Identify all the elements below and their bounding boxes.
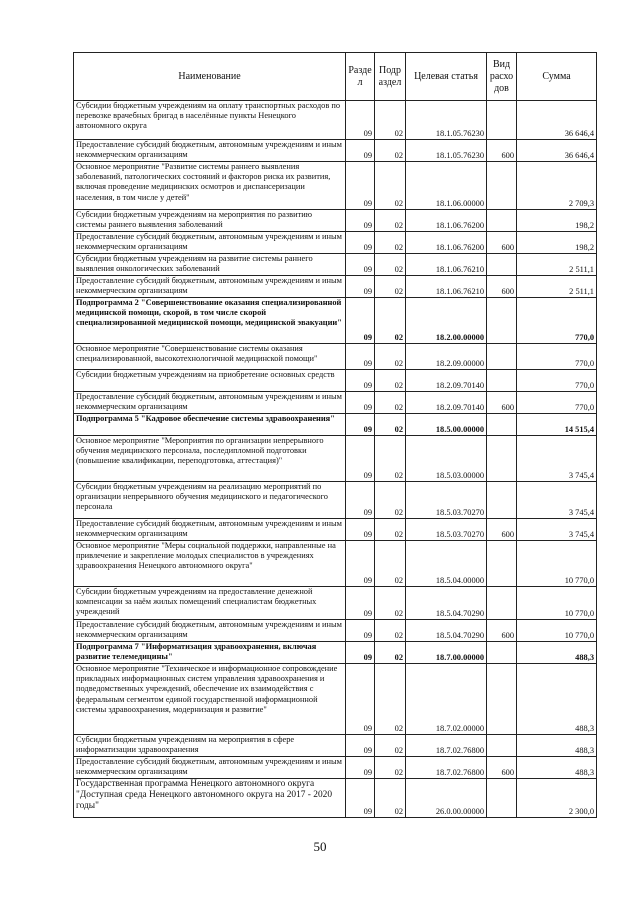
- table-row: [74, 210, 597, 232]
- cell-podrazdel: 02: [375, 344, 406, 370]
- cell-podrazdel: 02: [375, 392, 406, 414]
- cell-vid: 600: [487, 757, 517, 779]
- cell-podrazdel: 02: [375, 254, 406, 276]
- cell-razdel: 09: [346, 620, 375, 642]
- cell-name: Предоставление субсидий бюджетным, автономным учреждениям и иным некоммерческим организациям: [74, 232, 346, 254]
- cell-podrazdel: 02: [375, 735, 406, 757]
- cell-sum: 2 511,1: [517, 254, 597, 276]
- cell-podrazdel: 02: [375, 101, 406, 140]
- cell-target: 18.5.04.70290: [406, 587, 487, 620]
- table-row: [74, 276, 597, 298]
- cell-sum: 36 646,4: [517, 101, 597, 140]
- cell-razdel: 09: [346, 541, 375, 587]
- table-body: [74, 101, 597, 818]
- cell-vid: [487, 162, 517, 210]
- cell-podrazdel: 02: [375, 642, 406, 664]
- cell-sum: 770,0: [517, 298, 597, 344]
- cell-vid: 600: [487, 232, 517, 254]
- header-razdel: Разде л: [346, 53, 375, 101]
- table-row: [74, 436, 597, 482]
- table-row: [74, 620, 597, 642]
- cell-target: 18.1.06.76210: [406, 276, 487, 298]
- table-row: [74, 482, 597, 519]
- cell-vid: 600: [487, 140, 517, 162]
- cell-razdel: 09: [346, 642, 375, 664]
- cell-sum: 2 709,3: [517, 162, 597, 210]
- table-row: [74, 101, 597, 140]
- header-sum: Сумма: [517, 53, 597, 101]
- cell-target: 18.5.00.00000: [406, 414, 487, 436]
- cell-vid: [487, 436, 517, 482]
- table-row: [74, 779, 597, 818]
- cell-target: 18.7.02.00000: [406, 664, 487, 735]
- cell-name: Субсидии бюджетным учреждениям на мероприятия в сфере информатизации здравоохранения: [74, 735, 346, 757]
- cell-vid: [487, 414, 517, 436]
- cell-target: 18.1.06.00000: [406, 162, 487, 210]
- cell-vid: [487, 541, 517, 587]
- cell-podrazdel: 02: [375, 276, 406, 298]
- cell-sum: 14 515,4: [517, 414, 597, 436]
- cell-razdel: 09: [346, 664, 375, 735]
- cell-podrazdel: 02: [375, 162, 406, 210]
- cell-razdel: 09: [346, 414, 375, 436]
- cell-name: Предоставление субсидий бюджетным, автономным учреждениям и иным некоммерческим организациям: [74, 620, 346, 642]
- cell-razdel: 09: [346, 210, 375, 232]
- cell-razdel: 09: [346, 276, 375, 298]
- cell-target: 18.1.06.76200: [406, 210, 487, 232]
- cell-sum: 10 770,0: [517, 587, 597, 620]
- cell-name: Государственная программа Ненецкого автономного округа "Доступная среда Ненецкого автономного округа на 2017 - 2020 годы": [74, 779, 346, 818]
- cell-podrazdel: 02: [375, 519, 406, 541]
- table-row: [74, 344, 597, 370]
- cell-name: Предоставление субсидий бюджетным, автономным учреждениям и иным некоммерческим организациям: [74, 140, 346, 162]
- budget-table: [73, 52, 597, 818]
- cell-razdel: 09: [346, 392, 375, 414]
- cell-podrazdel: 02: [375, 232, 406, 254]
- cell-vid: [487, 779, 517, 818]
- cell-vid: [487, 587, 517, 620]
- cell-podrazdel: 02: [375, 436, 406, 482]
- cell-vid: [487, 210, 517, 232]
- cell-vid: [487, 298, 517, 344]
- cell-name: Основное мероприятие "Развитие системы раннего выявления заболеваний, патологических состояний и факторов риска их развития, включая проведение медицинских осмотров и диспансеризации населения, в том числе у детей": [74, 162, 346, 210]
- cell-vid: 600: [487, 620, 517, 642]
- cell-name: Основное мероприятие "Мероприятия по организации непрерывного обучения медицинского персонала, последипломной подготовки (повышение квалификации, переподготовка, аттестация)": [74, 436, 346, 482]
- cell-target: 18.2.09.70140: [406, 392, 487, 414]
- cell-razdel: 09: [346, 436, 375, 482]
- cell-target: 18.1.06.76200: [406, 232, 487, 254]
- cell-razdel: 09: [346, 298, 375, 344]
- cell-razdel: 09: [346, 344, 375, 370]
- table-row: [74, 392, 597, 414]
- table-row: [74, 757, 597, 779]
- cell-sum: 198,2: [517, 210, 597, 232]
- cell-vid: 600: [487, 392, 517, 414]
- cell-name: Предоставление субсидий бюджетным, автономным учреждениям и иным некоммерческим организациям: [74, 392, 346, 414]
- cell-podrazdel: 02: [375, 664, 406, 735]
- cell-vid: 600: [487, 519, 517, 541]
- table-row: [74, 370, 597, 392]
- cell-name: Предоставление субсидий бюджетным, автономным учреждениям и иным некоммерческим организациям: [74, 757, 346, 779]
- cell-podrazdel: 02: [375, 587, 406, 620]
- header-target: Целевая статья: [406, 53, 487, 101]
- cell-podrazdel: 02: [375, 370, 406, 392]
- cell-vid: 600: [487, 276, 517, 298]
- cell-name: Субсидии бюджетным учреждениям на развитие системы раннего выявления онкологических заболеваний: [74, 254, 346, 276]
- cell-razdel: 09: [346, 162, 375, 210]
- cell-razdel: 09: [346, 779, 375, 818]
- cell-name: Субсидии бюджетным учреждениям на мероприятия по развитию системы раннего выявления заболеваний: [74, 210, 346, 232]
- table-row: [74, 735, 597, 757]
- cell-sum: 770,0: [517, 344, 597, 370]
- cell-razdel: 09: [346, 370, 375, 392]
- cell-sum: 10 770,0: [517, 620, 597, 642]
- cell-target: 18.1.06.76210: [406, 254, 487, 276]
- cell-target: 18.5.04.70290: [406, 620, 487, 642]
- table-row: [74, 642, 597, 664]
- cell-podrazdel: 02: [375, 140, 406, 162]
- table-row: [74, 414, 597, 436]
- cell-sum: 10 770,0: [517, 541, 597, 587]
- cell-razdel: 09: [346, 101, 375, 140]
- table-row: [74, 664, 597, 735]
- cell-name: Подпрограмма 2 "Совершенствование оказания специализированной медицинской помощи, скорой, в том числе скорой специализированной медицинской помощи, медицинской эвакуации": [74, 298, 346, 344]
- cell-target: 18.7.02.76800: [406, 757, 487, 779]
- header-vid: Вид расхо дов: [487, 53, 517, 101]
- cell-sum: 2 300,0: [517, 779, 597, 818]
- cell-sum: 198,2: [517, 232, 597, 254]
- cell-vid: [487, 344, 517, 370]
- table-row: [74, 298, 597, 344]
- cell-sum: 2 511,1: [517, 276, 597, 298]
- cell-name: Субсидии бюджетным учреждениям на оплату транспортных расходов по перевозке врачебных бригад в населённые пункты Ненецкого автономного округа: [74, 101, 346, 140]
- cell-vid: [487, 642, 517, 664]
- cell-razdel: 09: [346, 587, 375, 620]
- cell-name: Субсидии бюджетным учреждениям на приобретение основных средств: [74, 370, 346, 392]
- cell-target: 18.7.02.76800: [406, 735, 487, 757]
- cell-sum: 488,3: [517, 664, 597, 735]
- cell-vid: [487, 664, 517, 735]
- cell-target: 18.1.05.76230: [406, 101, 487, 140]
- cell-target: 18.2.09.70140: [406, 370, 487, 392]
- table-row: [74, 541, 597, 587]
- cell-sum: 36 646,4: [517, 140, 597, 162]
- cell-podrazdel: 02: [375, 298, 406, 344]
- cell-name: Основное мероприятие "Техническое и информационное сопровождение прикладных информационных систем управления здравоохранения и подведомственных учреждений, обеспечение их взаимодействия с федеральным сегментом единой государственной информационной системы здравоохранения, модернизация и развитие": [74, 664, 346, 735]
- cell-target: 18.5.04.00000: [406, 541, 487, 587]
- cell-target: 18.1.05.76230: [406, 140, 487, 162]
- cell-target: 18.7.00.00000: [406, 642, 487, 664]
- cell-razdel: 09: [346, 519, 375, 541]
- cell-name: Предоставление субсидий бюджетным, автономным учреждениям и иным некоммерческим организациям: [74, 519, 346, 541]
- table-row: [74, 232, 597, 254]
- cell-name: Подпрограмма 5 "Кадровое обеспечение системы здравоохранения": [74, 414, 346, 436]
- table-row: [74, 587, 597, 620]
- header-name: Наименование: [74, 53, 346, 101]
- cell-razdel: 09: [346, 140, 375, 162]
- cell-vid: [487, 254, 517, 276]
- cell-vid: [487, 101, 517, 140]
- cell-vid: [487, 370, 517, 392]
- cell-sum: 3 745,4: [517, 436, 597, 482]
- cell-sum: 770,0: [517, 392, 597, 414]
- cell-razdel: 09: [346, 254, 375, 276]
- cell-sum: 488,3: [517, 757, 597, 779]
- cell-podrazdel: 02: [375, 779, 406, 818]
- page-number: 50: [313, 839, 327, 854]
- cell-vid: [487, 482, 517, 519]
- cell-name: Основное мероприятие "Совершенствование системы оказания специализированной, высокотехнологичной медицинской помощи": [74, 344, 346, 370]
- table-header-row: [74, 53, 597, 101]
- cell-sum: 3 745,4: [517, 519, 597, 541]
- table-row: [74, 519, 597, 541]
- cell-razdel: 09: [346, 232, 375, 254]
- table-row: [74, 254, 597, 276]
- cell-sum: 488,3: [517, 642, 597, 664]
- cell-target: 18.5.03.00000: [406, 436, 487, 482]
- cell-name: Предоставление субсидий бюджетным, автономным учреждениям и иным некоммерческим организациям: [74, 276, 346, 298]
- cell-target: 18.2.00.00000: [406, 298, 487, 344]
- cell-podrazdel: 02: [375, 414, 406, 436]
- cell-podrazdel: 02: [375, 620, 406, 642]
- cell-razdel: 09: [346, 735, 375, 757]
- cell-name: Субсидии бюджетным учреждениям на предоставление денежной компенсации за наём жилых помещений специалистам бюджетных учреждений: [74, 587, 346, 620]
- cell-podrazdel: 02: [375, 541, 406, 587]
- cell-target: 26.0.00.00000: [406, 779, 487, 818]
- cell-target: 18.2.09.00000: [406, 344, 487, 370]
- cell-razdel: 09: [346, 482, 375, 519]
- cell-sum: 488,3: [517, 735, 597, 757]
- cell-podrazdel: 02: [375, 210, 406, 232]
- cell-target: 18.5.03.70270: [406, 519, 487, 541]
- cell-name: Субсидии бюджетным учреждениям на реализацию мероприятий по организации непрерывного обучения медицинского и педагогического персонала: [74, 482, 346, 519]
- cell-target: 18.5.03.70270: [406, 482, 487, 519]
- table-row: [74, 140, 597, 162]
- cell-podrazdel: 02: [375, 482, 406, 519]
- table-row: [74, 162, 597, 210]
- cell-podrazdel: 02: [375, 757, 406, 779]
- cell-sum: 770,0: [517, 370, 597, 392]
- cell-name: Подпрограмма 7 "Информатизация здравоохранения, включая развитие телемедицины": [74, 642, 346, 664]
- header-podrazdel: Подр аздел: [375, 53, 406, 101]
- cell-sum: 3 745,4: [517, 482, 597, 519]
- cell-razdel: 09: [346, 757, 375, 779]
- cell-vid: [487, 735, 517, 757]
- cell-name: Основное мероприятие "Меры социальной поддержки, направленные на привлечение и закрепление молодых специалистов в учреждениях здравоохранения Ненецкого автономного округа": [74, 541, 346, 587]
